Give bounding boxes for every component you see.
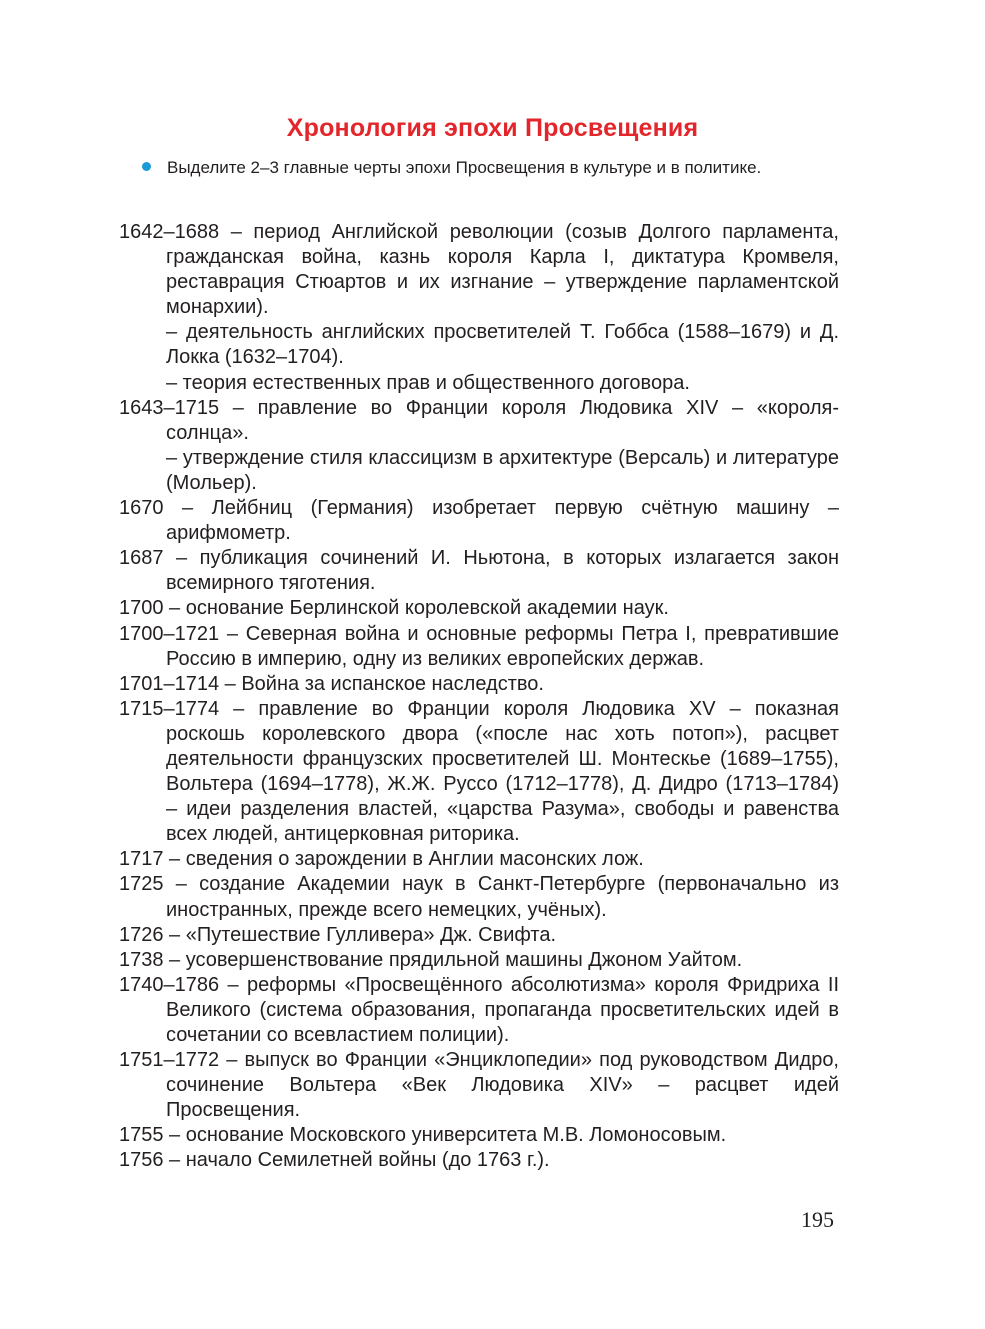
timeline-entry: 1687 – публикация сочинений И. Ньютона, в которых излагается закон всемирного тяготения. [119, 547, 839, 595]
timeline-entry: 1642–1688 – период Английской революции (созыв Долгого парламента, гражданская война, казнь короля Карла I, диктатура Кромвеля, реставрация Стюартов и их изгнание – утверждение парламентской монархии). [119, 221, 839, 319]
timeline-entry: 1738 – усовершенствование прядильной машины Джоном Уайтом. [119, 948, 743, 971]
page-number: 195 [801, 1207, 834, 1232]
timeline-entry: 1700 – основание Берлинской королевской академии наук. [119, 597, 669, 620]
timeline-entry: 1715–1774 – правление во Франции короля Людовика XV – показная роскошь королевского двора («после нас хоть потоп»), расцвет деятельности французских просветителей Ш. Монтескье (1689–1755), Вольтера (1694–1778), Ж.Ж. Руссо (1712–1778), Д. Дидро (1713–1784) – идеи разделения властей, «царства Разума», свободы и равенства всех людей, антицерковная риторика. [119, 697, 839, 846]
timeline-entry: 1726 – «Путешествие Гулливера» Дж. Свифта. [119, 923, 557, 946]
timeline-entry: 1700–1721 – Северная война и основные реформы Петра I, превратившие Россию в империю, одну из великих европейских держав. [119, 622, 839, 670]
timeline-entry: 1725 – создание Академии наук в Санкт-Петербурге (первоначально из иностранных, прежде всего немецких, учёных). [119, 873, 839, 921]
timeline-entry: 1670 – Лейбниц (Германия) изобретает первую счётную машину – арифмометр. [119, 497, 839, 545]
timeline-entry: 1756 – начало Семилетней войны (до 1763 г.). [119, 1149, 550, 1172]
timeline-entry: 1755 – основание Московского университета М.В. Ломоносовым. [119, 1124, 727, 1147]
timeline-entry: 1751–1772 – выпуск во Франции «Энциклопедии» под руководством Дидро, сочинение Вольтера «Век Людовика XIV» – расцвет идей Просвещения. [119, 1049, 839, 1122]
task-text: Выделите 2–3 главные черты эпохи Просвещения в культуре и в политике. [167, 158, 762, 177]
timeline-subentry: – теория естественных прав и общественного договора. [166, 371, 690, 394]
timeline-entry: 1643–1715 – правление во Франции короля Людовика XIV – «короля-солнца». [119, 396, 839, 444]
page-title: Хронология эпохи Просвещения [286, 114, 699, 142]
task-prompt [142, 157, 761, 179]
timeline-entry: 1717 – сведения о зарождении в Англии масонских лож. [119, 848, 644, 871]
timeline [119, 220, 839, 1174]
timeline-subentry: – утверждение стиля классицизм в архитектуре (Версаль) и литературе (Мольер). [166, 446, 839, 494]
timeline-entry: 1740–1786 – реформы «Просвещённого абсолютизма» короля Фридриха II Великого (система образования, пропаганда просветительских идей в сочетании со всевластием полиции). [119, 973, 839, 1046]
timeline-subentry: – деятельность английских просветителей Т. Гоббса (1588–1679) и Д. Локка (1632–1704). [166, 321, 839, 369]
bullet-icon [142, 162, 151, 171]
timeline-entry: 1701–1714 – Война за испанское наследство. [119, 672, 544, 695]
